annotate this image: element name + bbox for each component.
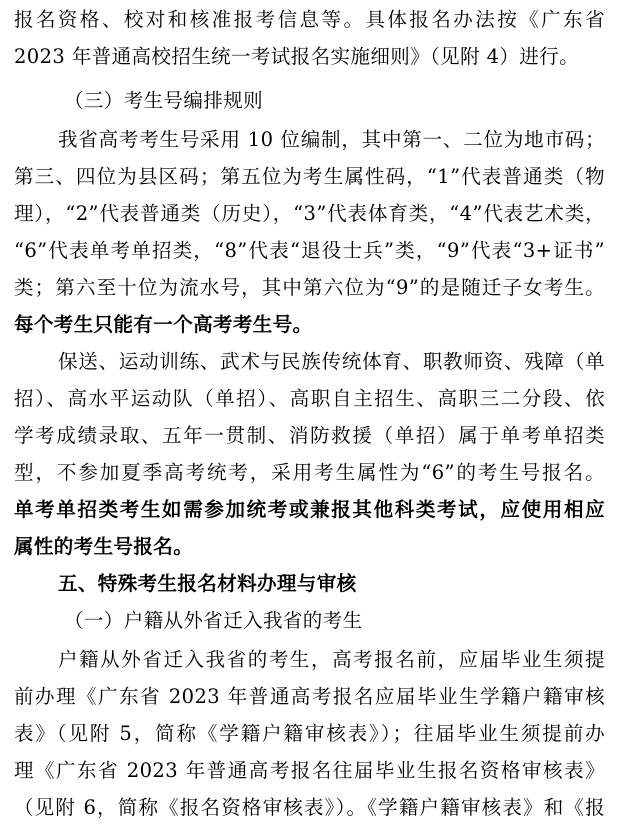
paragraph-line: “6”代表单考单招类，“8”代表“退役士兵”类，“9”代表“3+证书”: [14, 239, 605, 262]
paragraph-line: 类；第六至十位为流水号，其中第六位为“9”的是随迁子女考生。: [14, 276, 605, 299]
bold-statement: 每个考生只能有一个高考考生号。: [14, 313, 313, 336]
paragraph-line: 保送、运动训练、武术与民族传统体育、职教师资、残障（单: [58, 350, 605, 373]
paragraph-line: （见附 6，简称《报名资格审核表》）。《学籍户籍审核表》和《报: [14, 796, 605, 819]
paragraph-line: 型，不参加夏季高考统考，采用考生属性为“6”的考生号报名。: [14, 461, 605, 484]
paragraph-line: 户籍从外省迁入我省的考生，高考报名前，应届毕业生须提: [58, 648, 605, 671]
paragraph-line: 第三、四位为县区码；第五位为考生属性码，“1”代表普通类（物: [14, 165, 605, 188]
paragraph-line: 招）、高水平运动队（单招）、高职自主招生、高职三二分段、依: [14, 387, 605, 410]
paragraph-line: 理《广东省 2023 年普通高考报名往届毕业生报名资格审核表》: [14, 759, 605, 782]
bold-statement: 单考单招类考生如需参加统考或兼报其他科类考试，应使用相应: [14, 498, 605, 521]
paragraph-line: 报名资格、校对和核准报考信息等。具体报名办法按《广东省: [14, 8, 605, 31]
bold-statement: 属性的考生号报名。: [14, 535, 194, 558]
section-heading-5: 五、特殊考生报名材料办理与审核: [58, 572, 357, 595]
section-heading-3: （三）考生号编排规则: [64, 89, 264, 112]
paragraph-line: 2023 年普通高校招生统一考试报名实施细则》（见附 4）进行。: [14, 45, 579, 68]
paragraph-line: 学考成绩录取、五年一贯制、消防救援（单招）属于单考单招类: [14, 424, 605, 447]
paragraph-line: 理），“2”代表普通类（历史），“3”代表体育类，“4”代表艺术类，: [14, 202, 605, 225]
paragraph-line: 我省高考考生号采用 10 位编制，其中第一、二位为地市码；: [58, 128, 605, 151]
subsection-heading-1: （一）户籍从外省迁入我省的考生: [64, 609, 363, 632]
paragraph-line: 前办理《广东省 2023 年普通高考报名应届毕业生学籍户籍审核: [14, 685, 605, 708]
paragraph-line: 表》（见附 5，简称《学籍户籍审核表》）；往届毕业生须提前办: [14, 722, 605, 745]
